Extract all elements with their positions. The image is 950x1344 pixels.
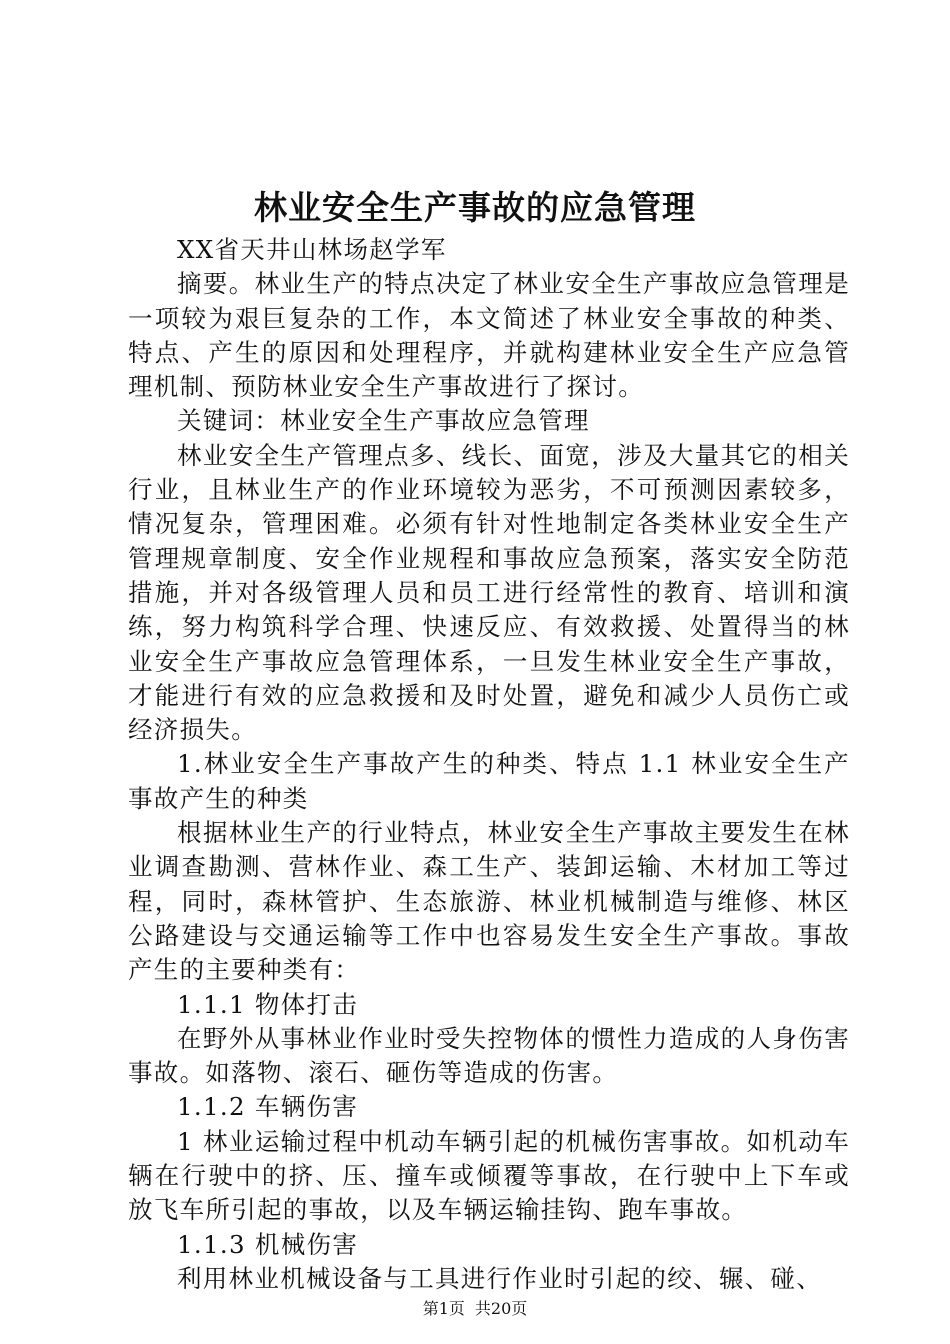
document-title: 林业安全生产事故的应急管理 bbox=[254, 188, 696, 227]
page-total: 共20页 bbox=[474, 1299, 528, 1318]
author-line: XX省天井山林场赵学军 bbox=[177, 235, 447, 264]
subsection-heading-1-1-2: 1.1.2 车辆伤害 bbox=[177, 1092, 359, 1122]
page-number: 第1页 bbox=[422, 1299, 465, 1318]
body-paragraph: 根据林业生产的行业特点，林业安全生产事故主要发生在林业调查勘测、营林作业、森工生产、装卸运输、木材加工等过程，同时，森林管护、生态旅游、林业机械制造与维修、林区公路建设与交通运输等工作中也容易发生安全生产事故。事故产生的主要种类有： bbox=[128, 818, 850, 985]
keywords-line: 关键词：林业安全生产事故应急管理 bbox=[177, 406, 590, 436]
body-paragraph: 1 林业运输过程中机动车辆引起的机械伤害事故。如机动车辆在行驶中的挤、压、撞车或倾覆等事故，在行驶中上下车或放飞车所引起的事故，以及车辆运输挂钩、跑车事故。 bbox=[128, 1126, 850, 1225]
section-heading-1: 1.林业安全生产事故产生的种类、特点 1.1 林业安全生产事故产生的种类 bbox=[128, 749, 850, 813]
subsection-heading-1-1-1: 1.1.1 物体打击 bbox=[177, 989, 359, 1019]
abstract-paragraph: 摘要。林业生产的特点决定了林业安全生产事故应急管理是一项较为艰巨复杂的工作，本文简述了林业安全事故的种类、特点、产生的原因和处理程序，并就构建林业安全生产应急管理机制、预防林业安全生产事故进行了探讨。 bbox=[128, 269, 850, 402]
intro-paragraph: 林业安全生产管理点多、线长、面宽，涉及大量其它的相关行业，且林业生产的作业环境较为恶劣，不可预测因素较多，情况复杂，管理困难。必须有针对性地制定各类林业安全生产管理规章制度、安全作业规程和事故应急预案，落实安全防范措施，并对各级管理人员和员工进行经常性的教育、培训和演练，努力构筑科学合理、快速反应、有效救援、处置得当的林业安全生产事故应急管理体系，一旦发生林业安全生产事故，才能进行有效的应急救援和及时处置，避免和减少人员伤亡或经济损失。 bbox=[128, 440, 850, 745]
document-body bbox=[128, 233, 850, 1296]
page-footer bbox=[0, 1297, 950, 1321]
subsection-heading-1-1-3: 1.1.3 机械伤害 bbox=[177, 1229, 359, 1259]
body-paragraph: 在野外从事林业作业时受失控物体的惯性力造成的人身伤害事故。如落物、滚石、砸伤等造成的伤害。 bbox=[128, 1023, 850, 1088]
body-paragraph: 利用林业机械设备与工具进行作业时引起的绞、辗、碰、 bbox=[177, 1263, 822, 1293]
